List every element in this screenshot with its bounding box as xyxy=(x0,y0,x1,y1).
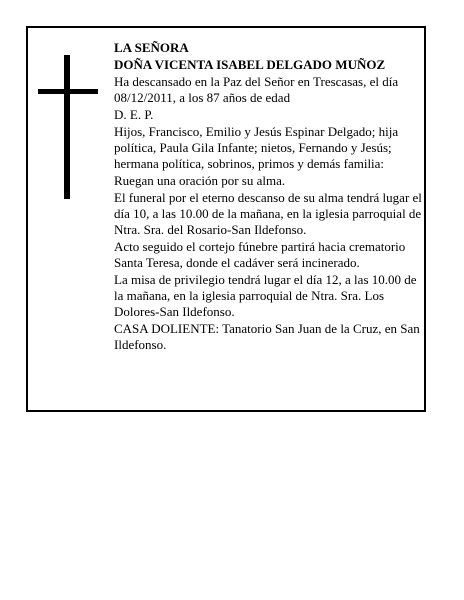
mass-details: La misa de privilegio tendrá lugar el día 12, a las 10.00 de la mañana, en la iglesia parroquial de Ntra. Sra. Los Dolores-San Ildefonso. xyxy=(114,272,417,319)
cortege-details: Acto seguido el cortejo fúnebre partirá hacia crematorio Santa Teresa, donde el cadáver será incinerado. xyxy=(114,239,406,270)
cross-horizontal-bar xyxy=(38,89,98,94)
notice-title-line: LA SEÑORA xyxy=(114,40,189,55)
notice-text xyxy=(114,40,424,354)
deceased-name: DOÑA VICENTA ISABEL DELGADO MUÑOZ xyxy=(114,57,386,72)
funeral-details: El funeral por el eterno descanso de su alma tendrá lugar el día 10, a las 10.00 de la mañana, en la iglesia parroquial de Ntra. Sra. del Rosario-San Ildefonso. xyxy=(114,190,422,237)
prayer-request: Ruegan una oración por su alma. xyxy=(114,173,286,188)
mourning-house: CASA DOLIENTE: Tanatorio San Juan de la Cruz, en San Ildefonso. xyxy=(114,321,420,352)
obituary-notice xyxy=(26,26,426,412)
cross-icon xyxy=(38,55,98,199)
cross-vertical-bar xyxy=(64,55,70,199)
death-statement: Ha descansado en la Paz del Señor en Trescasas, el día 08/12/2011, a los 87 años de edad xyxy=(114,74,399,105)
rest-in-peace: D. E. P. xyxy=(114,107,154,122)
family-list: Hijos, Francisco, Emilio y Jesús Espinar Delgado; hija política, Paula Gila Infante; nietos, Fernando y Jesús; hermana política, sobrinos, primos y demás familia: xyxy=(114,124,399,171)
